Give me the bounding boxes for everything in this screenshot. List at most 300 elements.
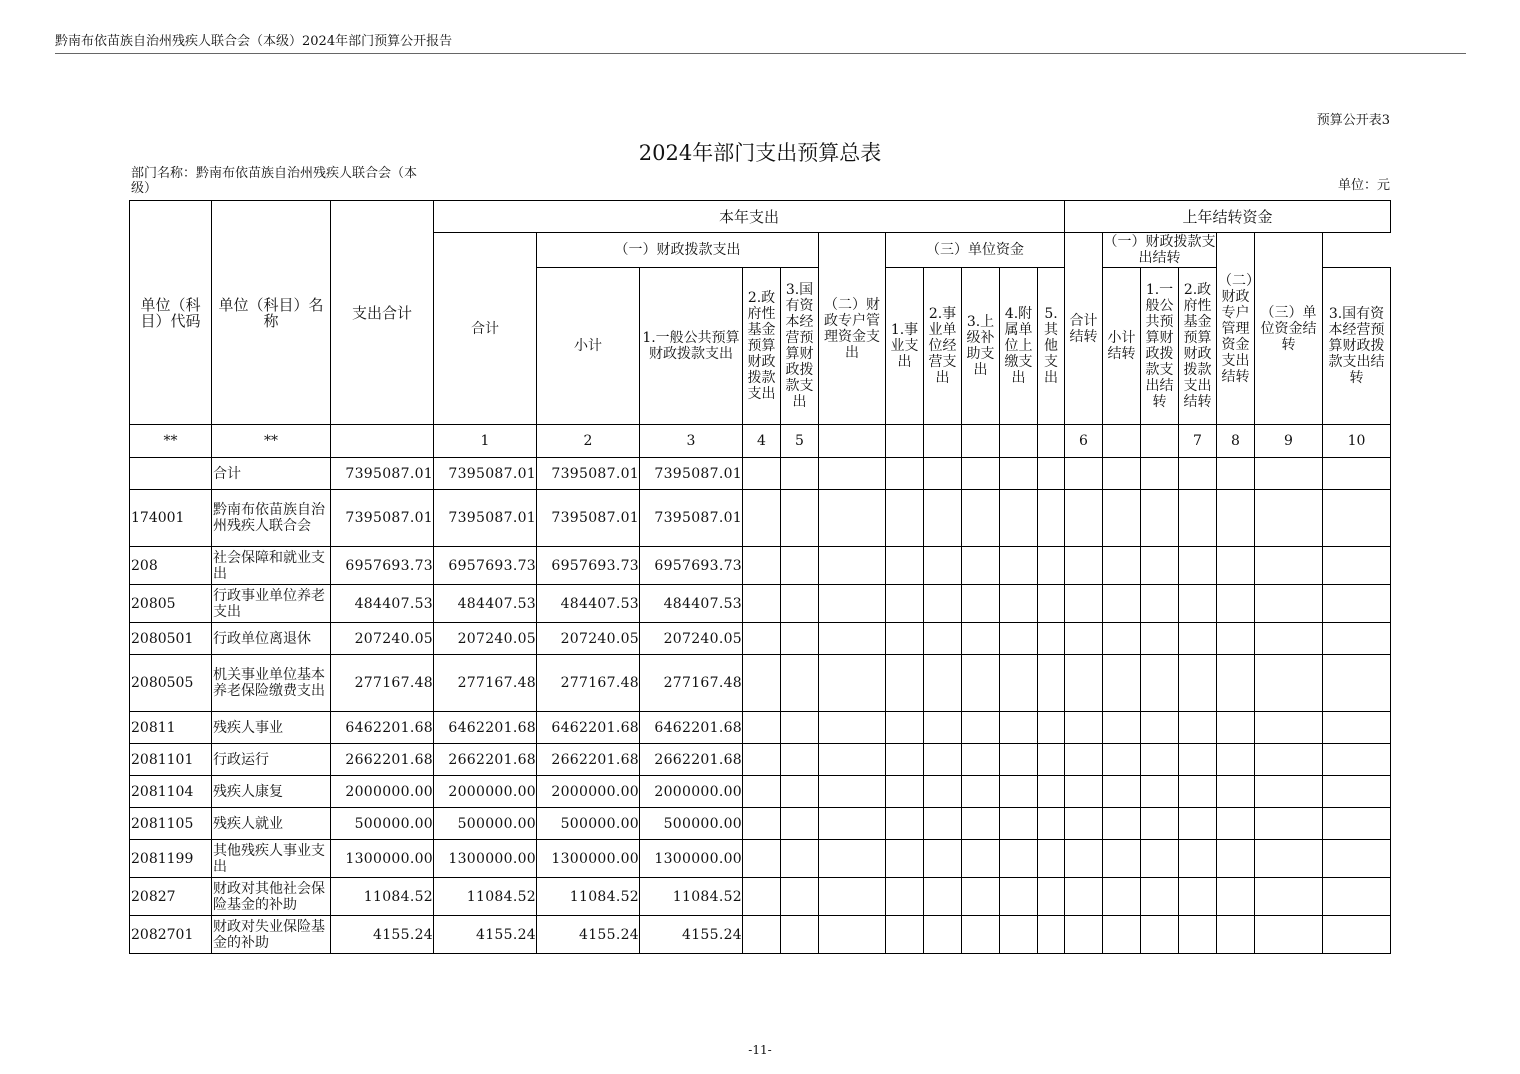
header-cy-unit: （三）单位资金 bbox=[886, 233, 1065, 268]
amount-cell: 7395087.01 bbox=[434, 458, 537, 490]
column-index-cell: 4 bbox=[743, 425, 781, 458]
empty-cell bbox=[1141, 744, 1179, 776]
empty-cell bbox=[1038, 547, 1065, 585]
empty-cell bbox=[886, 547, 924, 585]
table-row bbox=[130, 655, 1391, 712]
amount-cell: 4155.24 bbox=[537, 916, 640, 954]
empty-cell bbox=[1323, 547, 1391, 585]
column-index-cell bbox=[1000, 425, 1038, 458]
budget-table bbox=[129, 200, 1391, 954]
empty-cell bbox=[1065, 878, 1103, 916]
empty-cell bbox=[1179, 655, 1217, 712]
empty-cell bbox=[1000, 712, 1038, 744]
department-label: 部门名称：黔南布依苗族自治州残疾人联合会（本级） bbox=[131, 166, 418, 196]
amount-cell: 6462201.68 bbox=[331, 712, 434, 744]
empty-cell bbox=[1103, 712, 1141, 744]
empty-cell bbox=[1103, 808, 1141, 840]
row-code: 20811 bbox=[130, 712, 212, 744]
column-index-cell bbox=[924, 425, 962, 458]
empty-cell bbox=[781, 840, 819, 878]
empty-cell bbox=[819, 878, 886, 916]
table-row bbox=[130, 808, 1391, 840]
amount-cell: 1300000.00 bbox=[537, 840, 640, 878]
empty-cell bbox=[1141, 547, 1179, 585]
empty-cell bbox=[819, 547, 886, 585]
table-row bbox=[130, 547, 1391, 585]
amount-cell: 7395087.01 bbox=[434, 490, 537, 547]
empty-cell bbox=[781, 916, 819, 954]
amount-cell: 207240.05 bbox=[640, 623, 743, 655]
amount-cell: 4155.24 bbox=[640, 916, 743, 954]
amount-cell: 277167.48 bbox=[434, 655, 537, 712]
empty-cell bbox=[781, 585, 819, 623]
amount-cell: 1300000.00 bbox=[434, 840, 537, 878]
empty-cell bbox=[1323, 458, 1391, 490]
empty-cell bbox=[886, 712, 924, 744]
empty-cell bbox=[1141, 878, 1179, 916]
amount-cell: 11084.52 bbox=[434, 878, 537, 916]
row-name: 行政事业单位养老支出 bbox=[212, 585, 331, 623]
table-row bbox=[130, 916, 1391, 954]
empty-cell bbox=[1038, 458, 1065, 490]
empty-cell bbox=[886, 585, 924, 623]
empty-cell bbox=[1000, 585, 1038, 623]
empty-cell bbox=[1217, 712, 1255, 744]
empty-cell bbox=[1038, 655, 1065, 712]
running-title: 黔南布依苗族自治州残疾人联合会（本级）2024年部门预算公开报告 bbox=[55, 34, 453, 49]
empty-cell bbox=[1323, 840, 1391, 878]
header-py-total: 合计结转 bbox=[1065, 233, 1103, 425]
empty-cell bbox=[1000, 458, 1038, 490]
row-name: 机关事业单位基本养老保险缴费支出 bbox=[212, 655, 331, 712]
empty-cell bbox=[962, 840, 1000, 878]
empty-cell bbox=[1179, 458, 1217, 490]
header-py-fiscal-soe: 3.国有资本经营预算财政拨款支出结转 bbox=[1323, 268, 1391, 425]
empty-cell bbox=[1255, 547, 1323, 585]
amount-cell: 7395087.01 bbox=[640, 490, 743, 547]
column-index-cell bbox=[1038, 425, 1065, 458]
empty-cell bbox=[1103, 916, 1141, 954]
empty-cell bbox=[1065, 776, 1103, 808]
empty-cell bbox=[1179, 744, 1217, 776]
column-index-cell: 10 bbox=[1323, 425, 1391, 458]
table-body bbox=[130, 425, 1391, 954]
empty-cell bbox=[886, 744, 924, 776]
header-cy-unit-affiliated: 4.附属单位上缴支出 bbox=[1000, 268, 1038, 425]
empty-cell bbox=[1179, 585, 1217, 623]
empty-cell bbox=[1323, 585, 1391, 623]
empty-cell bbox=[819, 585, 886, 623]
empty-cell bbox=[1103, 655, 1141, 712]
table-row bbox=[130, 712, 1391, 744]
empty-cell bbox=[1255, 808, 1323, 840]
row-code: 2081104 bbox=[130, 776, 212, 808]
header-rule bbox=[55, 53, 1466, 54]
amount-cell: 6462201.68 bbox=[640, 712, 743, 744]
row-code: 20805 bbox=[130, 585, 212, 623]
empty-cell bbox=[1323, 623, 1391, 655]
empty-cell bbox=[1038, 916, 1065, 954]
empty-cell bbox=[886, 490, 924, 547]
empty-cell bbox=[1038, 490, 1065, 547]
empty-cell bbox=[1000, 840, 1038, 878]
amount-cell: 484407.53 bbox=[640, 585, 743, 623]
empty-cell bbox=[1103, 878, 1141, 916]
column-index-cell: 3 bbox=[640, 425, 743, 458]
empty-cell bbox=[962, 878, 1000, 916]
empty-cell bbox=[1323, 808, 1391, 840]
column-index-cell bbox=[886, 425, 924, 458]
amount-cell: 2000000.00 bbox=[434, 776, 537, 808]
empty-cell bbox=[962, 458, 1000, 490]
empty-cell bbox=[886, 623, 924, 655]
empty-cell bbox=[819, 623, 886, 655]
empty-cell bbox=[781, 878, 819, 916]
empty-cell bbox=[924, 712, 962, 744]
empty-cell bbox=[886, 776, 924, 808]
empty-cell bbox=[1179, 840, 1217, 878]
empty-cell bbox=[1141, 458, 1179, 490]
header-cy-fiscal: （一）财政拨款支出 bbox=[537, 233, 819, 268]
row-code: 174001 bbox=[130, 490, 212, 547]
amount-cell: 2662201.68 bbox=[331, 744, 434, 776]
empty-cell bbox=[1217, 808, 1255, 840]
empty-cell bbox=[1179, 878, 1217, 916]
empty-cell bbox=[886, 655, 924, 712]
empty-cell bbox=[781, 547, 819, 585]
empty-cell bbox=[743, 712, 781, 744]
header-cy-fiscal-general: 1.一般公共预算财政拨款支出 bbox=[640, 268, 743, 425]
empty-cell bbox=[1141, 585, 1179, 623]
amount-cell: 7395087.01 bbox=[537, 458, 640, 490]
row-name: 残疾人康复 bbox=[212, 776, 331, 808]
empty-cell bbox=[1179, 712, 1217, 744]
empty-cell bbox=[743, 623, 781, 655]
empty-cell bbox=[781, 623, 819, 655]
empty-cell bbox=[819, 916, 886, 954]
empty-cell bbox=[1217, 744, 1255, 776]
empty-cell bbox=[819, 808, 886, 840]
table-row bbox=[130, 776, 1391, 808]
empty-cell bbox=[1217, 776, 1255, 808]
empty-cell bbox=[1000, 490, 1038, 547]
empty-cell bbox=[1065, 490, 1103, 547]
empty-cell bbox=[1217, 623, 1255, 655]
form-number: 预算公开表3 bbox=[1316, 113, 1390, 128]
amount-cell: 1300000.00 bbox=[331, 840, 434, 878]
table-row bbox=[130, 623, 1391, 655]
empty-cell bbox=[1255, 655, 1323, 712]
column-index-cell bbox=[819, 425, 886, 458]
empty-cell bbox=[1217, 916, 1255, 954]
column-index-cell: 7 bbox=[1179, 425, 1217, 458]
empty-cell bbox=[743, 840, 781, 878]
empty-cell bbox=[781, 808, 819, 840]
empty-cell bbox=[1000, 547, 1038, 585]
empty-cell bbox=[924, 916, 962, 954]
page-title: 2024年部门支出预算总表 bbox=[638, 141, 882, 165]
empty-cell bbox=[1255, 878, 1323, 916]
row-code: 2082701 bbox=[130, 916, 212, 954]
empty-cell bbox=[1103, 547, 1141, 585]
column-index-cell: 6 bbox=[1065, 425, 1103, 458]
header-py-unit: （三）单位资金结转 bbox=[1255, 233, 1323, 425]
empty-cell bbox=[1179, 916, 1217, 954]
empty-cell bbox=[1038, 808, 1065, 840]
empty-cell bbox=[1103, 776, 1141, 808]
empty-cell bbox=[1065, 916, 1103, 954]
empty-cell bbox=[1000, 655, 1038, 712]
empty-cell bbox=[1065, 655, 1103, 712]
amount-cell: 500000.00 bbox=[434, 808, 537, 840]
empty-cell bbox=[819, 655, 886, 712]
row-name: 其他残疾人事业支出 bbox=[212, 840, 331, 878]
empty-cell bbox=[1065, 547, 1103, 585]
amount-cell: 484407.53 bbox=[331, 585, 434, 623]
empty-cell bbox=[1065, 744, 1103, 776]
empty-cell bbox=[962, 916, 1000, 954]
empty-cell bbox=[1141, 623, 1179, 655]
row-code bbox=[130, 458, 212, 490]
empty-cell bbox=[1179, 490, 1217, 547]
empty-cell bbox=[1217, 655, 1255, 712]
row-code: 2080501 bbox=[130, 623, 212, 655]
empty-cell bbox=[743, 744, 781, 776]
empty-cell bbox=[1255, 712, 1323, 744]
empty-cell bbox=[1323, 776, 1391, 808]
empty-cell bbox=[1141, 808, 1179, 840]
column-index-cell bbox=[962, 425, 1000, 458]
header-code: 单位（科目）代码 bbox=[130, 201, 212, 425]
header-cy-unit-operation: 2.事业单位经营支出 bbox=[924, 268, 962, 425]
row-name: 残疾人事业 bbox=[212, 712, 331, 744]
empty-cell bbox=[781, 490, 819, 547]
amount-cell: 6957693.73 bbox=[331, 547, 434, 585]
amount-cell: 2000000.00 bbox=[537, 776, 640, 808]
header-cy-fiscal-soe: 3.国有资本经营预算财政拨款支出 bbox=[781, 268, 819, 425]
empty-cell bbox=[1065, 623, 1103, 655]
amount-cell: 277167.48 bbox=[640, 655, 743, 712]
empty-cell bbox=[962, 490, 1000, 547]
empty-cell bbox=[1217, 458, 1255, 490]
empty-cell bbox=[1038, 878, 1065, 916]
column-index-cell bbox=[1103, 425, 1141, 458]
header-cy-fiscal-subtotal: 小计 bbox=[537, 268, 640, 425]
empty-cell bbox=[924, 547, 962, 585]
empty-cell bbox=[924, 840, 962, 878]
amount-cell: 277167.48 bbox=[331, 655, 434, 712]
empty-cell bbox=[924, 776, 962, 808]
empty-cell bbox=[886, 458, 924, 490]
amount-cell: 11084.52 bbox=[537, 878, 640, 916]
row-name: 黔南布依苗族自治州残疾人联合会 bbox=[212, 490, 331, 547]
empty-cell bbox=[924, 490, 962, 547]
column-index-cell: ** bbox=[212, 425, 331, 458]
table-row bbox=[130, 458, 1391, 490]
empty-cell bbox=[1000, 808, 1038, 840]
empty-cell bbox=[1323, 744, 1391, 776]
empty-cell bbox=[1065, 808, 1103, 840]
header-cy-total: 合计 bbox=[434, 233, 537, 425]
header-py-fiscal: （一）财政拨款支出结转 bbox=[1103, 234, 1216, 266]
amount-cell: 2662201.68 bbox=[640, 744, 743, 776]
empty-cell bbox=[1255, 840, 1323, 878]
empty-cell bbox=[1000, 916, 1038, 954]
empty-cell bbox=[1038, 623, 1065, 655]
row-name: 合计 bbox=[212, 458, 331, 490]
page-number: -11- bbox=[748, 1043, 772, 1057]
empty-cell bbox=[886, 878, 924, 916]
empty-cell bbox=[1000, 744, 1038, 776]
empty-cell bbox=[1323, 916, 1391, 954]
header-py-fiscal-general: 1.一般公共预算财政拨款支出结转 bbox=[1141, 268, 1179, 425]
empty-cell bbox=[1255, 916, 1323, 954]
empty-cell bbox=[1217, 878, 1255, 916]
amount-cell: 277167.48 bbox=[537, 655, 640, 712]
empty-cell bbox=[743, 878, 781, 916]
empty-cell bbox=[1065, 458, 1103, 490]
amount-cell: 7395087.01 bbox=[537, 490, 640, 547]
empty-cell bbox=[1103, 490, 1141, 547]
row-name: 行政运行 bbox=[212, 744, 331, 776]
header-prior-year: 上年结转资金 bbox=[1065, 201, 1391, 233]
column-index-cell: 5 bbox=[781, 425, 819, 458]
empty-cell bbox=[924, 623, 962, 655]
column-index-cell: ** bbox=[130, 425, 212, 458]
table-row bbox=[130, 585, 1391, 623]
empty-cell bbox=[1323, 878, 1391, 916]
empty-cell bbox=[962, 712, 1000, 744]
empty-cell bbox=[1255, 776, 1323, 808]
table-row bbox=[130, 490, 1391, 547]
row-name: 财政对其他社会保险基金的补助 bbox=[212, 878, 331, 916]
empty-cell bbox=[1000, 623, 1038, 655]
header-current-year: 本年支出 bbox=[434, 201, 1065, 233]
row-code: 2081105 bbox=[130, 808, 212, 840]
amount-cell: 6957693.73 bbox=[434, 547, 537, 585]
amount-cell: 4155.24 bbox=[434, 916, 537, 954]
empty-cell bbox=[1000, 878, 1038, 916]
empty-cell bbox=[886, 916, 924, 954]
empty-cell bbox=[924, 585, 962, 623]
empty-cell bbox=[1141, 916, 1179, 954]
empty-cell bbox=[1141, 655, 1179, 712]
amount-cell: 2000000.00 bbox=[331, 776, 434, 808]
empty-cell bbox=[781, 458, 819, 490]
row-name: 行政单位离退休 bbox=[212, 623, 331, 655]
empty-cell bbox=[819, 490, 886, 547]
empty-cell bbox=[962, 776, 1000, 808]
empty-cell bbox=[924, 744, 962, 776]
empty-cell bbox=[1103, 585, 1141, 623]
empty-cell bbox=[1141, 776, 1179, 808]
amount-cell: 500000.00 bbox=[537, 808, 640, 840]
column-index-cell: 9 bbox=[1255, 425, 1323, 458]
amount-cell: 6462201.68 bbox=[537, 712, 640, 744]
empty-cell bbox=[1038, 585, 1065, 623]
empty-cell bbox=[1255, 623, 1323, 655]
empty-cell bbox=[962, 585, 1000, 623]
amount-cell: 1300000.00 bbox=[640, 840, 743, 878]
empty-cell bbox=[1255, 744, 1323, 776]
empty-cell bbox=[962, 808, 1000, 840]
unit-label: 单位：元 bbox=[1337, 178, 1390, 193]
empty-cell bbox=[1255, 458, 1323, 490]
empty-cell bbox=[1255, 490, 1323, 547]
empty-cell bbox=[1065, 712, 1103, 744]
empty-cell bbox=[924, 655, 962, 712]
empty-cell bbox=[1179, 547, 1217, 585]
empty-cell bbox=[819, 776, 886, 808]
table-row bbox=[130, 744, 1391, 776]
amount-cell: 207240.05 bbox=[434, 623, 537, 655]
empty-cell bbox=[743, 916, 781, 954]
amount-cell: 7395087.01 bbox=[640, 458, 743, 490]
empty-cell bbox=[819, 744, 886, 776]
empty-cell bbox=[1103, 744, 1141, 776]
empty-cell bbox=[1038, 712, 1065, 744]
empty-cell bbox=[781, 776, 819, 808]
empty-cell bbox=[1141, 840, 1179, 878]
column-index-row bbox=[130, 425, 1391, 458]
header-cy-fiscal-gov-fund: 2.政府性基金预算财政拨款支出 bbox=[743, 268, 781, 425]
empty-cell bbox=[962, 744, 1000, 776]
amount-cell: 6957693.73 bbox=[537, 547, 640, 585]
empty-cell bbox=[924, 808, 962, 840]
amount-cell: 484407.53 bbox=[434, 585, 537, 623]
column-index-cell: 2 bbox=[537, 425, 640, 458]
empty-cell bbox=[924, 878, 962, 916]
table-row bbox=[130, 840, 1391, 878]
amount-cell: 6957693.73 bbox=[640, 547, 743, 585]
amount-cell: 7395087.01 bbox=[331, 490, 434, 547]
header-name: 单位（科目）名称 bbox=[212, 201, 331, 425]
empty-cell bbox=[1179, 623, 1217, 655]
empty-cell bbox=[781, 712, 819, 744]
row-name: 社会保障和就业支出 bbox=[212, 547, 331, 585]
header-py-fiscal-subtotal: 小计结转 bbox=[1103, 268, 1141, 425]
empty-cell bbox=[1323, 712, 1391, 744]
empty-cell bbox=[819, 712, 886, 744]
amount-cell: 11084.52 bbox=[331, 878, 434, 916]
amount-cell: 2000000.00 bbox=[640, 776, 743, 808]
empty-cell bbox=[924, 458, 962, 490]
amount-cell: 7395087.01 bbox=[331, 458, 434, 490]
empty-cell bbox=[1038, 840, 1065, 878]
empty-cell bbox=[886, 808, 924, 840]
empty-cell bbox=[1179, 776, 1217, 808]
empty-cell bbox=[1141, 490, 1179, 547]
amount-cell: 11084.52 bbox=[640, 878, 743, 916]
empty-cell bbox=[1038, 776, 1065, 808]
row-code: 2080505 bbox=[130, 655, 212, 712]
empty-cell bbox=[1217, 547, 1255, 585]
empty-cell bbox=[743, 655, 781, 712]
empty-cell bbox=[886, 840, 924, 878]
row-code: 2081101 bbox=[130, 744, 212, 776]
empty-cell bbox=[1103, 623, 1141, 655]
amount-cell: 484407.53 bbox=[537, 585, 640, 623]
amount-cell: 207240.05 bbox=[537, 623, 640, 655]
empty-cell bbox=[962, 547, 1000, 585]
empty-cell bbox=[1217, 490, 1255, 547]
empty-cell bbox=[781, 655, 819, 712]
empty-cell bbox=[1065, 585, 1103, 623]
header-py-fiscal-gov-fund: 2.政府性基金预算财政拨款支出结转 bbox=[1179, 268, 1217, 425]
amount-cell: 2662201.68 bbox=[537, 744, 640, 776]
empty-cell bbox=[1217, 585, 1255, 623]
column-index-cell bbox=[1141, 425, 1179, 458]
